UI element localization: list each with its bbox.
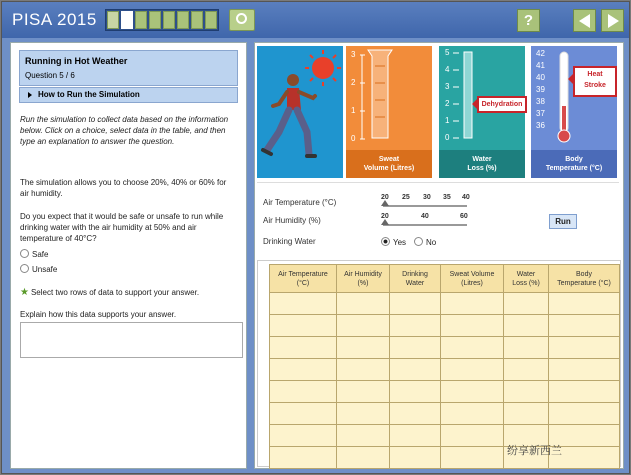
- air-temp-value: 25: [402, 194, 410, 201]
- drinking-water-yes[interactable]: [381, 237, 406, 247]
- table-cell[interactable]: [390, 381, 441, 403]
- table-cell[interactable]: [270, 315, 337, 337]
- water-tick: 2: [445, 99, 450, 108]
- table-cell[interactable]: [549, 403, 620, 425]
- arrow-right-icon: [608, 14, 619, 28]
- air-humidity-thumb[interactable]: [381, 219, 389, 225]
- table-row[interactable]: [270, 403, 620, 425]
- table-cell[interactable]: [549, 293, 620, 315]
- option-unsafe-label: Unsafe: [32, 265, 58, 274]
- drinking-water-no[interactable]: [414, 237, 436, 247]
- runner-scene: [257, 46, 343, 178]
- results-table: [269, 264, 620, 469]
- column-header-line: Water: [405, 279, 425, 287]
- progress-segment-7: [191, 11, 203, 29]
- progress-segment-1: [107, 11, 119, 29]
- table-cell[interactable]: [441, 381, 504, 403]
- progress-segment-3: [135, 11, 147, 29]
- column-header: [441, 265, 504, 293]
- dehydration-callout: Dehydration: [477, 96, 527, 113]
- radio-safe[interactable]: [20, 249, 29, 258]
- air-temp-value: 35: [443, 194, 451, 201]
- body-tick: 41: [536, 61, 545, 70]
- clock-icon: [236, 13, 247, 24]
- water-tick: 1: [445, 116, 450, 125]
- column-header: [549, 265, 620, 293]
- yes-label: Yes: [393, 238, 407, 247]
- body-tick: 36: [536, 121, 545, 130]
- column-header-line: Temperature (°C): [557, 279, 611, 287]
- table-cell[interactable]: [441, 359, 504, 381]
- radio-no[interactable]: [414, 237, 423, 246]
- table-cell[interactable]: [337, 337, 390, 359]
- option-unsafe[interactable]: [20, 264, 57, 274]
- progress-segment-8: [205, 11, 217, 29]
- how-to-run-toggle[interactable]: [19, 87, 238, 103]
- table-cell[interactable]: [504, 381, 549, 403]
- sweat-gauge: [346, 46, 432, 178]
- table-row[interactable]: [270, 425, 620, 447]
- table-cell[interactable]: [337, 359, 390, 381]
- water-tick: 5: [445, 48, 450, 57]
- data-table-container: [257, 260, 621, 467]
- instructions-text: Run the simulation to collect data based on the information below. Click on a choice, select data in the table, and then type an explanation to answer the question.: [20, 115, 229, 146]
- question-number: Question 5 / 6: [25, 71, 75, 80]
- table-row[interactable]: [270, 293, 620, 315]
- top-toolbar: [2, 2, 629, 38]
- air-humidity-label: Air Humidity (%): [263, 216, 321, 225]
- table-cell[interactable]: [504, 293, 549, 315]
- table-cell[interactable]: [441, 293, 504, 315]
- question-header: [19, 50, 238, 86]
- table-header-row: [270, 265, 620, 293]
- sweat-tick: 0: [351, 134, 356, 143]
- radio-yes[interactable]: [381, 237, 390, 246]
- help-button[interactable]: ?: [517, 9, 540, 32]
- table-cell[interactable]: [441, 337, 504, 359]
- heat-stroke-line1: Heat: [587, 71, 603, 78]
- water-caption-line1: Water: [472, 156, 492, 163]
- table-cell[interactable]: [390, 337, 441, 359]
- table-cell[interactable]: [337, 403, 390, 425]
- sweat-caption-line2: Volume (Litres): [363, 165, 415, 172]
- thermometer-icon: [531, 46, 617, 150]
- body-tick: 37: [536, 109, 545, 118]
- question-prompt: Do you expect that it would be safe or unsafe to run while drinking water with the air humidity at 50% and air temperature of 40°C?: [20, 212, 224, 243]
- explain-label: Explain how this data supports your answer.: [20, 310, 177, 319]
- progress-segment-2: [121, 11, 133, 29]
- air-temp-value: 20: [381, 194, 389, 201]
- column-header-line: Air Humidity: [344, 270, 382, 278]
- star-icon: ★: [20, 287, 29, 298]
- simulation-panel: [254, 42, 624, 469]
- body-tick: 42: [536, 49, 545, 58]
- table-row[interactable]: [270, 315, 620, 337]
- table-cell[interactable]: [441, 447, 504, 469]
- air-temperature-label: Air Temperature (°C): [263, 198, 337, 207]
- table-cell[interactable]: [390, 359, 441, 381]
- table-cell[interactable]: [441, 425, 504, 447]
- question-title: Running in Hot Weather: [25, 56, 128, 66]
- progress-segment-4: [149, 11, 161, 29]
- air-temp-value: 30: [423, 194, 431, 201]
- arrow-left-icon: [579, 14, 590, 28]
- timer-button[interactable]: [229, 9, 255, 31]
- air-temperature-thumb[interactable]: [381, 200, 389, 206]
- water-caption: [439, 150, 525, 178]
- table-cell[interactable]: [270, 337, 337, 359]
- humidity-value: 40: [421, 213, 429, 220]
- column-header: [337, 265, 390, 293]
- column-header-line: Sweat Volume: [449, 270, 495, 278]
- water-loss-gauge: [439, 46, 525, 178]
- select-rows-text: Select two rows of data to support your answer.: [30, 288, 200, 297]
- sweat-tick: 2: [351, 78, 356, 87]
- table-cell[interactable]: [390, 403, 441, 425]
- previous-button[interactable]: [573, 9, 596, 32]
- body-caption-line1: Body: [565, 156, 583, 163]
- body-caption-line2: Temperature (°C): [545, 165, 603, 172]
- table-cell[interactable]: [390, 447, 441, 469]
- sweat-tick: 1: [351, 106, 356, 115]
- column-header: [390, 265, 441, 293]
- table-cell[interactable]: [270, 359, 337, 381]
- table-cell[interactable]: [337, 293, 390, 315]
- beaker-icon: [346, 46, 432, 150]
- runner-figure: [263, 74, 315, 156]
- table-cell[interactable]: [549, 381, 620, 403]
- table-row[interactable]: [270, 447, 620, 469]
- progress-segment-5: [163, 11, 175, 29]
- caret-right-icon: [28, 92, 32, 98]
- table-cell[interactable]: [270, 425, 337, 447]
- sun-icon: [305, 50, 341, 86]
- simulation-info-text: The simulation allows you to choose 20%, 40% or 60% for air humidity.: [20, 178, 227, 198]
- column-header: [270, 265, 337, 293]
- app-window: [1, 1, 630, 474]
- question-progress: [105, 9, 219, 31]
- table-cell[interactable]: [337, 447, 390, 469]
- no-label: No: [426, 238, 437, 247]
- body-caption: [531, 150, 617, 178]
- table-cell[interactable]: [270, 447, 337, 469]
- select-rows-instruction: [20, 287, 235, 298]
- column-header-line: Air Temperature: [278, 270, 328, 278]
- table-cell[interactable]: [337, 381, 390, 403]
- table-cell[interactable]: [390, 315, 441, 337]
- option-safe[interactable]: [20, 249, 48, 259]
- table-cell[interactable]: [441, 315, 504, 337]
- question-panel: [10, 42, 247, 469]
- body-tick: 40: [536, 73, 545, 82]
- run-button[interactable]: Run: [549, 214, 577, 229]
- table-row[interactable]: [270, 337, 620, 359]
- column-header: [504, 265, 549, 293]
- table-cell[interactable]: [504, 359, 549, 381]
- simulation-controls: [257, 182, 619, 257]
- body-tick: 38: [536, 97, 545, 106]
- column-header-line: Drinking: [402, 270, 428, 278]
- body-tick: 39: [536, 85, 545, 94]
- watermark-text: 纷享新西兰: [507, 445, 562, 457]
- table-cell[interactable]: [549, 359, 620, 381]
- column-header-line: (Litres): [461, 279, 483, 287]
- table-cell[interactable]: [270, 293, 337, 315]
- table-cell[interactable]: [270, 381, 337, 403]
- table-cell[interactable]: [337, 425, 390, 447]
- table-row[interactable]: [270, 359, 620, 381]
- table-cell[interactable]: [390, 425, 441, 447]
- drinking-water-label: Drinking Water: [263, 237, 316, 246]
- table-cell[interactable]: [549, 315, 620, 337]
- heat-stroke-line2: Stroke: [584, 82, 606, 89]
- air-temp-value: 40: [462, 194, 470, 201]
- air-humidity-slider[interactable]: [383, 224, 467, 226]
- option-safe-label: Safe: [32, 250, 49, 259]
- brand-title: PISA 2015: [12, 10, 97, 29]
- table-cell[interactable]: [337, 315, 390, 337]
- air-temperature-slider[interactable]: [383, 205, 467, 207]
- humidity-value: 60: [460, 213, 468, 220]
- table-cell[interactable]: [504, 315, 549, 337]
- radio-unsafe[interactable]: [20, 264, 29, 273]
- progress-segment-6: [177, 11, 189, 29]
- table-cell[interactable]: [441, 403, 504, 425]
- column-header-line: (%): [357, 279, 369, 287]
- heat-stroke-callout: [573, 66, 617, 97]
- next-button[interactable]: [601, 9, 624, 32]
- sweat-caption-line1: Sweat: [378, 156, 400, 163]
- column-header-line: Body: [576, 270, 592, 278]
- water-tick: 4: [445, 65, 450, 74]
- explanation-input[interactable]: [20, 322, 243, 358]
- column-header-line: (°C): [296, 279, 310, 287]
- humidity-value: 20: [381, 213, 389, 220]
- table-cell[interactable]: [504, 337, 549, 359]
- water-tick: 0: [445, 133, 450, 142]
- water-tick: 3: [445, 82, 450, 91]
- water-caption-line2: Loss (%): [467, 165, 497, 172]
- column-header-line: Water: [516, 270, 536, 278]
- table-cell[interactable]: [270, 403, 337, 425]
- body-temperature-gauge: [531, 46, 617, 178]
- sweat-tick: 3: [351, 50, 356, 59]
- column-header-line: Loss (%): [512, 279, 540, 287]
- table-cell[interactable]: [549, 337, 620, 359]
- table-cell[interactable]: [504, 403, 549, 425]
- table-row[interactable]: [270, 381, 620, 403]
- sweat-caption: [346, 150, 432, 178]
- runner-illustration: [257, 46, 343, 178]
- how-to-run-label: How to Run the Simulation: [38, 90, 140, 99]
- table-cell[interactable]: [390, 293, 441, 315]
